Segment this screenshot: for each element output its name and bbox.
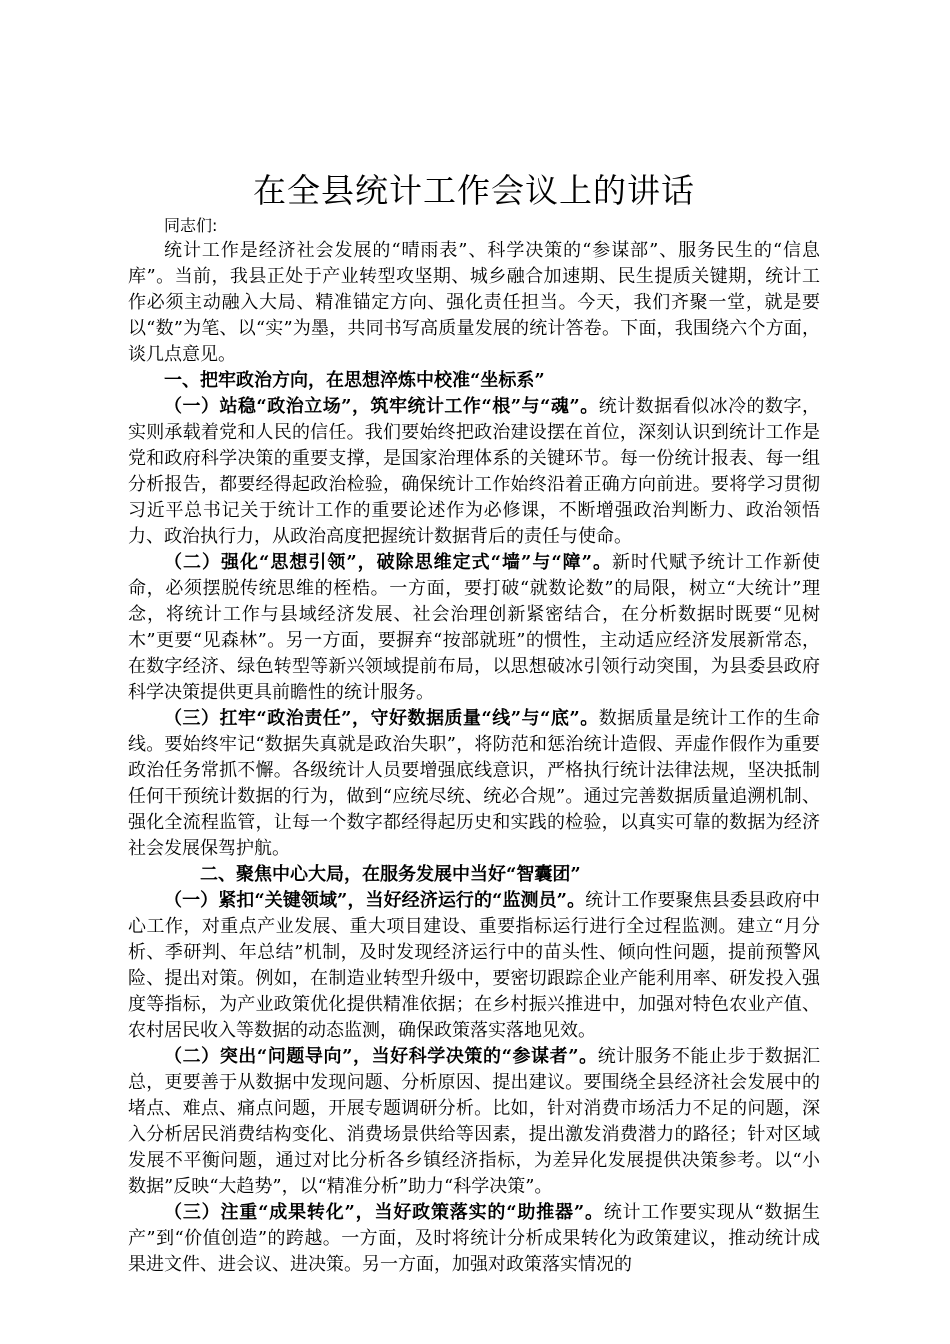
section-heading-2: 二、聚焦中心大局，在服务发展中当好“智囊团” [200,864,581,885]
item-lead: （三）注重“成果转化”，当好政策落实的“助推器”。 [164,1202,604,1223]
item-text: 统计工作要聚焦县委县政府中心工作，对重点产业发展、重大项目建设、重要指标运行进行全过程监测。建立“月分析、季研判、年总结”机制，及时发现经济运行中的苗头性、倾向性问题，提前预警风险、提出对策。例如，在制造业转型升级中，要密切跟踪企业产能利用率、研发投入强度等指标，为产业政策优化提供精准依据；在乡村振兴推进中，加强对特色农业产值、农村居民收入等数据的动态监测，确保政策落实落地见效。 [128,890,820,1041]
section-heading-1: 一、把牢政治方向，在思想淬炼中校准“坐标系” [164,370,545,391]
item-lead: （一）站稳“政治立场”，筑牢统计工作“根”与“魂”。 [164,396,599,417]
document-title: 在全县统计工作会议上的讲话 [253,171,695,210]
document-page [128,168,820,1278]
salutation: 同志们: [164,216,218,235]
section-1-item-1 [128,394,820,550]
section-1-item-2 [128,550,820,706]
item-text: 新时代赋予统计工作新使命，必须摆脱传统思维的桎梏。一方面，要打破“就数论数”的局限，树立“大统计”理念，将统计工作与县域经济发展、社会治理创新紧密结合，在分析数据时既要“见树木”更要“见森林”。另一方面，要摒弃“按部就班”的惯性，主动适应经济发展新常态，在数字经济、绿色转型等新兴领域提前布局，以思想破冰引领行动突围，为县委县政府科学决策提供更具前瞻性的统计服务。 [128,552,820,703]
item-lead: （一）紧扣“关键领域”，当好经济运行的“监测员”。 [164,890,586,911]
section-2-item-3 [128,1200,820,1278]
section-2-item-2 [128,1044,820,1200]
item-lead: （三）扛牢“政治责任”，守好数据质量“线”与“底”。 [164,708,599,729]
item-text: 数据质量是统计工作的生命线。要始终牢记“数据失真就是政治失职”，将防范和惩治统计造假、弄虚作假作为重要政治任务常抓不懈。各级统计人员要增强底线意识，严格执行统计法律法规，坚决抵制任何干预统计数据的行为，做到“应统尽统、统必合规”。通过完善数据质量追溯机制、强化全流程监管，让每一个数字都经得起历史和实践的检验，以真实可靠的数据为经济社会发展保驾护航。 [128,708,821,859]
item-text: 统计数据看似冰冷的数字，实则承载着党和人民的信任。我们要始终把政治建设摆在首位，深刻认识到统计工作是党和政府科学决策的重要支撑，是国家治理体系的关键环节。每一份统计报表、每一组分析报告，都要经得起政治检验，确保统计工作始终沿着正确方向前进。要将学习贯彻习近平总书记关于统计工作的重要论述作为必修课，不断增强政治判断力、政治领悟力、政治执行力，从政治高度把握统计数据背后的责任与使命。 [128,396,821,547]
item-lead: （二）突出“问题导向”，当好科学决策的“参谋者”。 [164,1046,598,1067]
item-text: 统计工作要实现从“数据生产”到“价值创造”的跨越。一方面，及时将统计分析成果转化为政策建议，推动统计成果进文件、进会议、进决策。另一方面，加强对政策落实情况的 [128,1202,820,1275]
intro-paragraph: 统计工作是经济社会发展的“晴雨表”、科学决策的“参谋部”、服务民生的“信息库”。当前，我县正处于产业转型攻坚期、城乡融合加速期、民生提质关键期，统计工作必须主动融入大局、精准锚定方向、强化责任担当。今天，我们齐聚一堂，就是要以“数”为笔、以“实”为墨，共同书写高质量发展的统计答卷。下面，我围绕六个方面，谈几点意见。 [128,240,820,365]
section-2-item-1 [128,888,820,1044]
section-1-item-3 [128,706,820,862]
item-lead: （二）强化“思想引领”，破除思维定式“墙”与“障”。 [164,552,613,573]
item-text: 统计服务不能止步于数据汇总，更要善于从数据中发现问题、分析原因、提出建议。要围绕全县经济社会发展中的堵点、难点、痛点问题，开展专题调研分析。比如，针对消费市场活力不足的问题，深入分析居民消费结构变化、消费场景供给等因素，提出激发消费潜力的路径；针对区域发展不平衡问题，通过对比分析各乡镇经济指标，为差异化发展提供决策参考。以“小数据”反映“大趋势”，以“精准分析”助力“科学决策”。 [128,1046,820,1197]
